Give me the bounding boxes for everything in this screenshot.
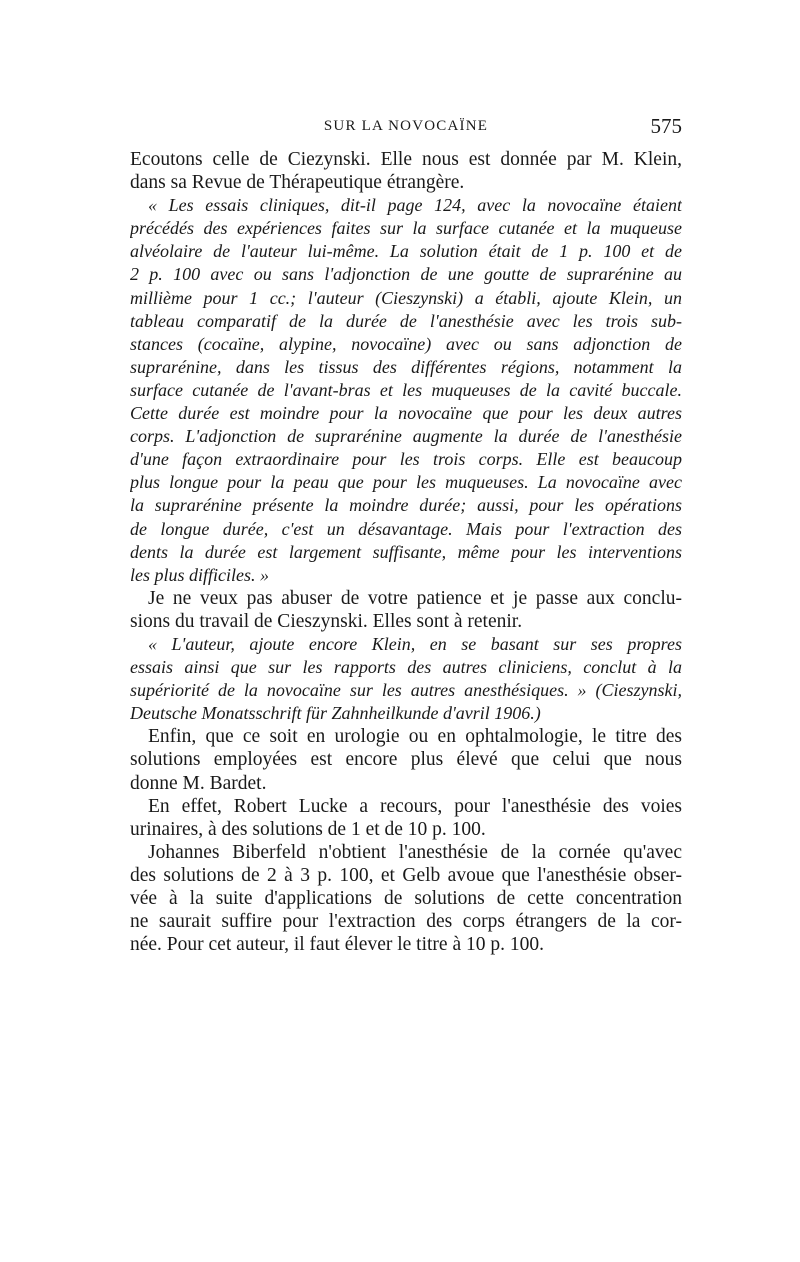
text-line: Deutsche Monatsschrift für Zahnheilkunde d'avril 1906.) (130, 703, 541, 724)
page-header (130, 114, 682, 138)
text-line: tableau comparatif de la durée de l'anesthésie avec les trois sub- (130, 310, 682, 331)
text-line: sions du travail de Cieszynski. Elles sont à retenir. (130, 610, 523, 632)
text-line: les plus difficiles. » (130, 564, 269, 585)
text-line: millième pour 1 cc.; l'auteur (Cieszynski) a établi, ajoute Klein, un (130, 287, 682, 308)
text-line: suprarénine, dans les tissus des différentes régions, notamment la (130, 356, 682, 377)
text-line: En effet, Robert Lucke a recours, pour l'anesthésie des voies (148, 795, 682, 817)
text-line: stances (cocaïne, alypine, novocaïne) avec ou sans adjonction de (130, 333, 682, 354)
text-line: urinaires, à des solutions de 1 et de 10 p. 100. (130, 818, 486, 840)
text-line: de longue durée, c'est un désavantage. Mais pour l'extraction des (130, 518, 682, 539)
text-line: précédés des expériences faites sur la surface cutanée et la muqueuse (130, 218, 682, 239)
text-line: d'une façon extraordinaire pour les trois corps. Elle est beaucoup (130, 449, 682, 470)
text-line: des solutions de 2 à 3 p. 100, et Gelb avoue que l'anesthésie obser- (130, 864, 682, 886)
text-line: Ecoutons celle de Ciezynski. Elle nous est donnée par M. Klein, (130, 149, 682, 170)
text-line: « Les essais cliniques, dit-il page 124, avec la novocaïne étaient (148, 195, 682, 216)
text-line: « L'auteur, ajoute encore Klein, en se basant sur ses propres (148, 633, 682, 654)
text-line: donne M. Bardet. (130, 772, 267, 794)
text-line: essais ainsi que sur les rapports des autres cliniciens, conclut à la (130, 657, 682, 678)
text-line: supériorité de la novocaïne sur les autres anesthésiques. » (Cieszynski, (130, 680, 682, 701)
running-title: SUR LA NOVOCAÏNE (323, 118, 489, 134)
text-line: corps. L'adjonction de suprarénine augmente la durée de l'anesthésie (130, 426, 682, 447)
text-line: 2 p. 100 avec ou sans l'adjonction de une goutte de suprarénine au (130, 264, 682, 285)
text-line: ne saurait suffire pour l'extraction des corps étrangers de la cor- (130, 911, 682, 933)
text-line: née. Pour cet auteur, il faut élever le titre à 10 p. 100. (130, 934, 544, 956)
body-text (130, 148, 682, 956)
text-line: Johannes Biberfeld n'obtient l'anesthésie de la cornée qu'avec (148, 841, 682, 863)
text-line: Je ne veux pas abuser de votre patience et je passe aux conclu- (148, 587, 682, 609)
text-line: dents la durée est largement suffisante, même pour les interventions (130, 541, 682, 562)
text-line: solutions employées est encore plus élevé que celui que nous (130, 749, 682, 771)
text-line: vée à la suite d'applications de solutions de cette concentration (130, 888, 682, 909)
text-line: alvéolaire de l'auteur lui-même. La solution était de 1 p. 100 et de (130, 241, 682, 262)
page-number: 575 (650, 114, 682, 138)
text-line: plus longue pour la peau que pour les muqueuses. La novocaïne avec (130, 472, 682, 493)
text-line: Cette durée est moindre pour la novocaïne que pour les deux autres (130, 403, 682, 424)
text-line: surface cutanée de l'avant-bras et les muqueuses de la cavité buccale. (130, 379, 682, 400)
text-line: Enfin, que ce soit en urologie ou en ophtalmologie, le titre des (148, 726, 682, 748)
text-line: dans sa Revue de Thérapeutique étrangère. (130, 172, 465, 194)
text-line: la suprarénine présente la moindre durée; aussi, pour les opérations (130, 495, 682, 516)
